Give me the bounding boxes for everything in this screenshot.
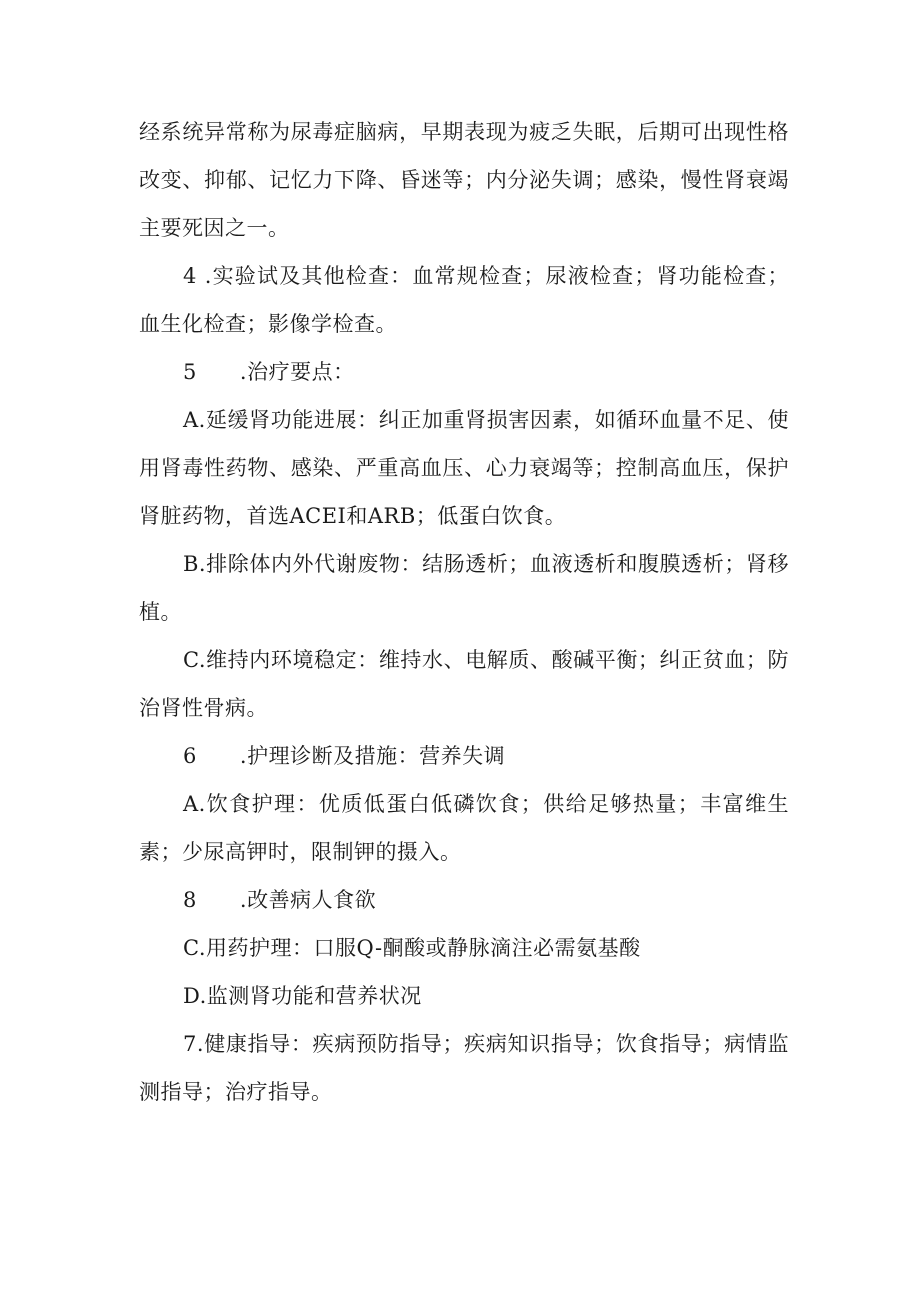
paragraph-treatment-a: A.延缓肾功能进展：纠正加重肾损害因素，如循环血量不足、使用肾毒性药物、感染、严重高血压、心力衰竭等；控制高血压，保护肾脏药物，首选ACEI和ARB；低蛋白饮食。 bbox=[139, 408, 789, 528]
paragraph-nursing-c: C.用药护理：口服Q-酮酸或静脉滴注必需氨基酸 bbox=[183, 936, 641, 960]
paragraph-treatment-heading: 5 .治疗要点： bbox=[183, 360, 355, 384]
document-page bbox=[139, 108, 789, 1116]
paragraph-health-guidance: 7.健康指导：疾病预防指导；疾病知识指导；饮食指导；病情监测指导；治疗指导。 bbox=[139, 1032, 789, 1104]
paragraph-treatment-b: B.排除体内外代谢废物：结肠透析；血液透析和腹膜透析；肾移植。 bbox=[139, 552, 789, 624]
paragraph-treatment-c: C.维持内环境稳定：维持水、电解质、酸碱平衡；纠正贫血；防治肾性骨病。 bbox=[139, 648, 789, 720]
paragraph-appetite: 8 .改善病人食欲 bbox=[183, 888, 377, 912]
paragraph-nursing-a: A.饮食护理：优质低蛋白低磷饮食；供给足够热量；丰富维生素；少尿高钾时，限制钾的摄入。 bbox=[139, 792, 789, 864]
paragraph-lab-tests: 4 .实验试及其他检查：血常规检查；尿液检查；肾功能检查；血生化检查；影像学检查。 bbox=[139, 264, 789, 336]
paragraph-neuro-symptoms: 经系统异常称为尿毒症脑病，早期表现为疲乏失眠，后期可出现性格改变、抑郁、记忆力下降、昏迷等；内分泌失调；感染，慢性肾衰竭主要死因之一。 bbox=[139, 120, 789, 240]
paragraph-nursing-heading: 6 .护理诊断及措施：营养失调 bbox=[183, 744, 506, 768]
paragraph-nursing-d: D.监测肾功能和营养状况 bbox=[183, 984, 422, 1008]
